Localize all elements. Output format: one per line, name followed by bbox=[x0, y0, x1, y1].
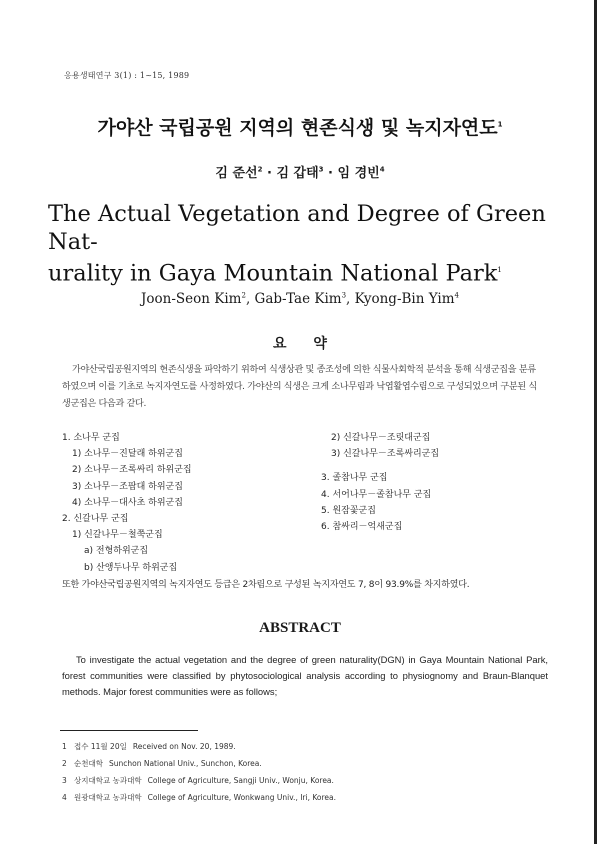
footnote bbox=[62, 738, 336, 755]
footnote-korean: 순천대학 bbox=[74, 759, 103, 768]
community-item: b) 산앵두나무 하위군집 bbox=[84, 562, 178, 573]
title-english-line-2 bbox=[48, 256, 568, 288]
author-ko-2-mark: 3 bbox=[318, 165, 324, 174]
authors-english bbox=[0, 291, 600, 307]
footnote bbox=[62, 755, 336, 772]
summary-paragraph: 가야산국립공원지역의 현존식생을 파악하기 위하여 식생상관 및 종조성에 의한 식물사회학적 분석을 통해 식생군집을 분류하였으며 이를 기초로 녹지자연도를 사정하였다. 가야산의 식생은 크게 소나무림과 낙엽활엽수림으로 구성되었으며 구분된 식생군집은 다음과 같다. bbox=[62, 365, 537, 409]
community-item: 4. 서어나무－졸참나무 군집 bbox=[321, 489, 432, 500]
journal-citation: 응용생태연구 3(1) : 1~15, 1989 bbox=[64, 71, 190, 80]
title-korean bbox=[0, 113, 600, 140]
title-english-line-2-text: urality in Gaya Mountain National Park bbox=[48, 260, 498, 287]
abstract-heading: ABSTRACT bbox=[259, 620, 341, 636]
author-separator: · bbox=[262, 166, 277, 181]
title-english-line-1: The Actual Vegetation and Degree of Green Nat- bbox=[48, 201, 546, 255]
community-item: 3. 졸참나무 군집 bbox=[321, 473, 388, 484]
community-item: 1) 신갈나무－철쭉군집 bbox=[72, 530, 163, 541]
naturality-statement: 또한 가야산국립공원지역의 녹지자연도 등급은 2차림으로 구성된 녹지자연도 7, 8이 93.9%를 차지하였다. bbox=[62, 580, 470, 590]
author-en-3: Kyong-Bin Yim bbox=[354, 291, 455, 307]
footnote-korean: 원광대학교 농과대학 bbox=[74, 793, 142, 802]
footnotes bbox=[62, 738, 336, 806]
footnote-number: 2 bbox=[62, 759, 67, 768]
list-spacer bbox=[321, 462, 561, 470]
footnote-number: 1 bbox=[62, 742, 67, 751]
footnote-english: College of Agriculture, Sangji Univ., Wonju, Korea. bbox=[147, 776, 334, 785]
title-korean-footnote-mark: 1 bbox=[497, 120, 503, 129]
community-item: 2) 소나무－조록싸리 하위군집 bbox=[72, 465, 192, 476]
author-ko-3: 임 경빈 bbox=[337, 166, 380, 181]
community-item: a) 전형하위군집 bbox=[84, 546, 149, 557]
abstract-paragraph: To investigate the actual vegetation and the degree of green naturality(DGN) in Gaya Mountain National Park, forest communities were classified by phytosociological analysis according to physiognomy and Braun-Blanquet methods. Major forest communities were as follows; bbox=[62, 654, 548, 698]
author-ko-2: 김 갑태 bbox=[276, 166, 319, 181]
community-item: 2. 신갈나무 군집 bbox=[62, 514, 129, 525]
authors-korean bbox=[0, 162, 600, 181]
author-ko-3-mark: 4 bbox=[379, 165, 385, 174]
author-separator: , bbox=[245, 291, 255, 307]
community-item: 6. 참싸리－억새군집 bbox=[321, 522, 403, 533]
author-en-1-mark: 2 bbox=[241, 291, 246, 300]
footnote-english: Received on Nov. 20, 1989. bbox=[132, 742, 236, 751]
author-separator: · bbox=[323, 166, 338, 181]
title-korean-text: 가야산 국립공원 지역의 현존식생 및 녹지자연도 bbox=[97, 117, 498, 139]
community-item: 5. 원잠꽃군집 bbox=[321, 505, 376, 516]
community-item: 4) 소나무－대사초 하위군집 bbox=[72, 497, 183, 508]
community-item: 3) 소나무－조팝대 하위군집 bbox=[72, 481, 183, 492]
community-list-right bbox=[321, 430, 561, 535]
footnote-korean: 상지대학교 농과대학 bbox=[74, 776, 142, 785]
author-ko-1-mark: 2 bbox=[257, 165, 263, 174]
community-item: 1. 소나무 군집 bbox=[62, 433, 120, 443]
community-item: 3) 신갈나무－조록싸리군집 bbox=[331, 449, 440, 460]
footnote-number: 4 bbox=[62, 793, 67, 802]
author-en-2: Gab-Tae Kim bbox=[254, 291, 342, 307]
footnote bbox=[62, 789, 336, 806]
author-en-1: Joon-Seon Kim bbox=[140, 291, 242, 307]
community-item: 1) 소나무－진달래 하위군집 bbox=[72, 449, 183, 460]
footnote-english: Sunchon National Univ., Sunchon, Korea. bbox=[108, 759, 262, 768]
title-english-footnote-mark: 1 bbox=[497, 266, 502, 274]
author-separator: , bbox=[346, 291, 355, 307]
footnote-rule bbox=[60, 730, 198, 731]
footnote-korean: 접수 11월 20일 bbox=[74, 742, 127, 751]
title-english bbox=[48, 200, 568, 288]
community-item: 2) 신갈나무－조릿대군집 bbox=[331, 433, 431, 443]
author-ko-1: 김 준선 bbox=[215, 166, 258, 181]
footnote-english: College of Agriculture, Wonkwang Univ., Iri, Korea. bbox=[147, 793, 337, 802]
author-en-2-mark: 3 bbox=[341, 291, 347, 300]
author-en-3-mark: 4 bbox=[454, 291, 460, 300]
community-list-left bbox=[62, 430, 292, 576]
footnote-number: 3 bbox=[62, 776, 67, 785]
summary-heading: 요 약 bbox=[273, 336, 327, 352]
footnote bbox=[62, 772, 336, 789]
